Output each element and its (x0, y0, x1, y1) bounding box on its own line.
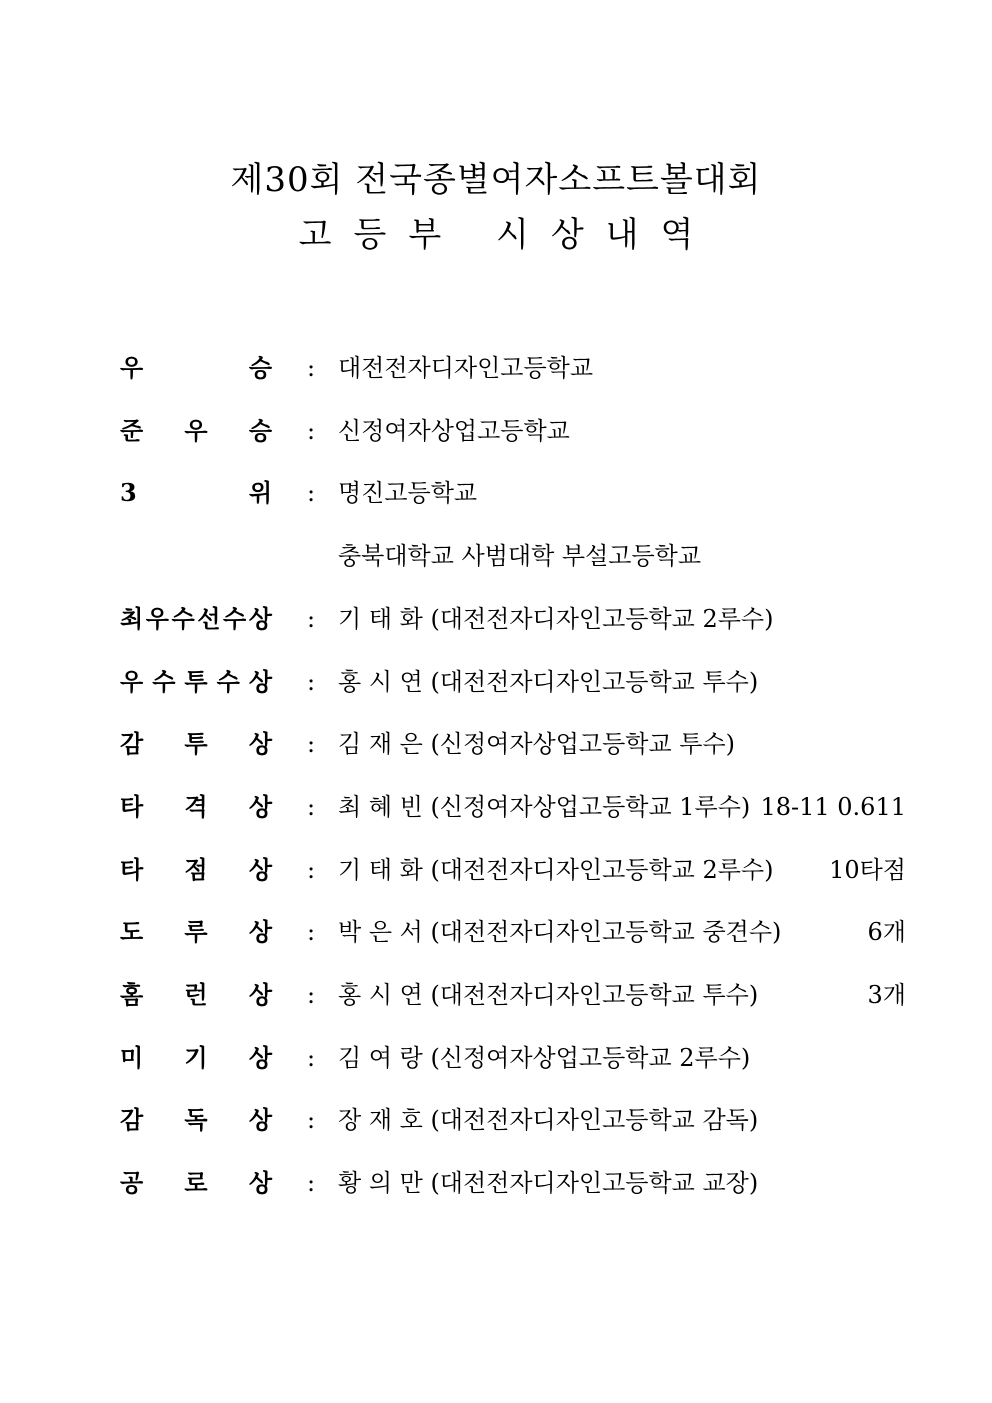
award-label-char: 상 (248, 980, 272, 1009)
award-label-char: 우 (184, 415, 208, 445)
award-label-char: 타 (120, 854, 144, 884)
award-label-char: 감 (120, 729, 144, 759)
award-label-char: 상 (248, 791, 272, 821)
award-label-char: 상 (248, 666, 272, 696)
award-label-char: 수 (223, 603, 247, 633)
award-label-char: 도 (120, 917, 144, 947)
award-row (0, 724, 992, 764)
award-colon: : (306, 667, 316, 696)
award-row (0, 599, 992, 639)
award-row (0, 850, 992, 890)
award-value: 대전전자디자인고등학교 (338, 354, 594, 382)
award-label-char: 승 (248, 353, 272, 382)
award-row (0, 1038, 992, 1078)
award-label-char: 투 (184, 666, 208, 696)
award-label-char: 3 (120, 478, 137, 508)
award-label-char: 점 (184, 854, 208, 884)
award-row (0, 662, 992, 702)
award-label-char: 최 (120, 603, 144, 633)
award-label-char: 상 (248, 1105, 272, 1135)
award-label-char: 우 (120, 666, 144, 696)
award-label-char: 런 (184, 980, 208, 1009)
award-label-char: 투 (184, 729, 208, 759)
award-row (0, 348, 992, 388)
award-label-char: 우 (145, 603, 169, 633)
award-row (0, 536, 992, 576)
award-label (120, 662, 272, 702)
award-colon: : (306, 416, 316, 445)
award-label-char: 선 (197, 603, 221, 633)
award-label (120, 724, 272, 764)
award-label-char: 승 (248, 415, 272, 445)
award-colon: : (306, 855, 316, 884)
award-value: 황 의 만 (대전전자디자인고등학교 교장) (338, 1169, 759, 1198)
award-label (120, 1100, 272, 1140)
document-subtitle: 고등부 시상내역 (298, 215, 716, 255)
award-row (0, 787, 992, 827)
award-label-char: 상 (248, 1168, 272, 1198)
award-row (0, 411, 992, 451)
award-colon: : (306, 981, 316, 1009)
award-row (0, 975, 992, 1015)
award-value: 김 재 은 (신정여자상업고등학교 투수) (338, 730, 736, 759)
award-value: 신정여자상업고등학교 (338, 416, 570, 445)
award-label (120, 411, 272, 451)
award-value: 명진고등학교 (338, 479, 478, 508)
award-label-char: 우 (120, 353, 144, 382)
award-colon: : (306, 1106, 316, 1135)
award-label (120, 599, 272, 639)
award-label-char: 수 (216, 666, 240, 696)
award-label-char: 공 (120, 1168, 144, 1198)
award-row (0, 1100, 992, 1140)
award-label-char: 루 (184, 917, 208, 947)
award-stat: 6개 (867, 918, 906, 947)
award-colon: : (306, 792, 316, 821)
award-colon: : (306, 1169, 316, 1198)
award-label-char: 홈 (120, 980, 144, 1009)
award-row (0, 473, 992, 513)
award-label-char: 미 (120, 1042, 144, 1072)
award-value: 홍 시 연 (대전전자디자인고등학교 투수) (338, 667, 759, 696)
award-colon: : (306, 604, 316, 633)
award-label-char: 독 (184, 1105, 208, 1135)
award-label-char: 위 (248, 478, 272, 508)
award-label-char: 감 (120, 1105, 144, 1135)
award-label-char: 상 (248, 603, 272, 633)
award-label-char: 격 (184, 791, 208, 821)
award-label (120, 1038, 272, 1078)
award-value: 김 여 랑 (신정여자상업고등학교 2루수) (338, 1043, 751, 1072)
award-colon: : (306, 354, 316, 382)
award-label-char: 상 (248, 854, 272, 884)
award-stat: 10타점 (829, 855, 906, 884)
award-label (120, 850, 272, 890)
award-label (120, 1163, 272, 1203)
award-label (120, 348, 272, 388)
award-row (0, 912, 992, 952)
award-stat: 18-11 0.611 (760, 792, 906, 821)
award-colon: : (306, 1043, 316, 1072)
award-value: 박 은 서 (대전전자디자인고등학교 중견수) (338, 918, 782, 947)
award-value: 홍 시 연 (대전전자디자인고등학교 투수) (338, 981, 759, 1009)
award-value: 최 혜 빈 (신정여자상업고등학교 1루수) (338, 792, 751, 821)
document-title: 제30회 전국종별여자소프트볼대회 (230, 160, 762, 200)
award-label-char: 타 (120, 791, 144, 821)
award-label-char: 상 (248, 729, 272, 759)
award-label-char: 수 (171, 603, 195, 633)
award-label-char: 상 (248, 1042, 272, 1072)
award-value: 충북대학교 사범대학 부설고등학교 (338, 542, 702, 571)
award-stat: 3개 (867, 981, 906, 1009)
award-value: 기 태 화 (대전전자디자인고등학교 2루수) (338, 855, 774, 884)
award-label-char: 준 (120, 415, 144, 445)
award-label-char: 수 (152, 666, 176, 696)
award-row (0, 1163, 992, 1203)
award-colon: : (306, 918, 316, 947)
award-label (120, 912, 272, 952)
award-colon: : (306, 730, 316, 759)
award-label (120, 473, 272, 513)
award-label-char: 상 (248, 917, 272, 947)
award-colon: : (306, 479, 316, 508)
award-value: 기 태 화 (대전전자디자인고등학교 2루수) (338, 604, 774, 633)
award-label-char: 로 (184, 1168, 208, 1198)
award-label-char: 기 (184, 1042, 208, 1072)
award-value: 장 재 호 (대전전자디자인고등학교 감독) (338, 1106, 759, 1135)
award-label (120, 975, 272, 1015)
award-label (120, 787, 272, 827)
